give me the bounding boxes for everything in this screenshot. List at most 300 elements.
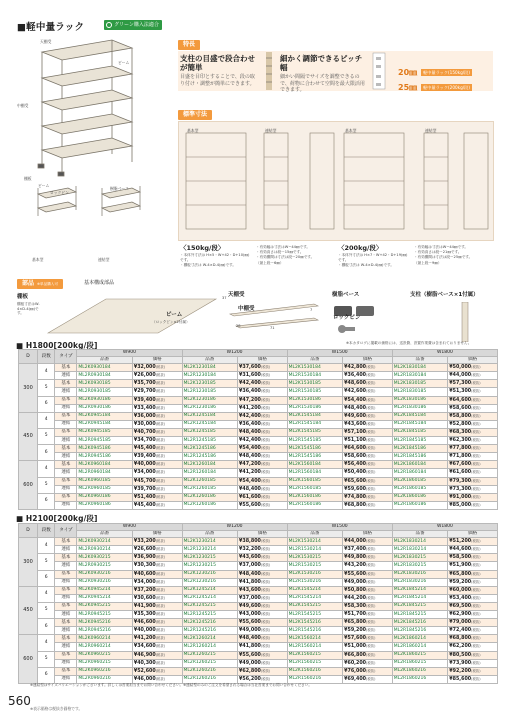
label-beam: ビーム [38, 183, 50, 188]
cell-price [448, 420, 498, 428]
cell-code: ML2K1230216 [182, 570, 237, 578]
price-value: ¥52,800 [449, 421, 472, 427]
cell-price [343, 594, 393, 602]
price-value: ¥37,600 [239, 365, 261, 371]
price-value: ¥51,100 [344, 438, 366, 444]
price-value: ¥56,200 [239, 676, 261, 682]
price-value: ¥41,900 [133, 603, 156, 609]
price-value: ¥33,400 [133, 405, 156, 411]
cell-code: ML2R1830216 [392, 578, 447, 586]
cell-code: ML2R0960184 [77, 469, 132, 477]
cell-count: 5 [37, 380, 55, 396]
price-value: ¥44,000 [344, 539, 366, 545]
price-tax: (税抜) [366, 365, 376, 370]
header-width: W900 [77, 524, 182, 531]
cell-code: ML2K1230215 [182, 554, 237, 562]
cell-code: ML2K1845216 [392, 619, 447, 627]
table2-note: ※連結型はサイズバリエーションがございます。詳しくは営業担当までお問い合わせください。※連結型のみのご注文を希望される場合は当社営業までお問い合わせください。 [30, 683, 312, 687]
cell-code: ML2R1230215 [182, 562, 237, 570]
feature-2: 細かく調節できるピッチ幅 細かい間隔でサイズを調整できるので、荷物に合わせて空間を最大限活用できます。 [280, 54, 365, 93]
header-width: W1200 [182, 350, 287, 357]
cell-code: ML2K0930216 [77, 570, 132, 578]
dim-label-1: 基本型 [187, 128, 199, 133]
header-price: 価格 [343, 531, 393, 538]
price-tax: (税抜) [260, 612, 271, 617]
cell-type: 連結 [55, 388, 77, 396]
price-tax: (税抜) [155, 454, 166, 459]
cell-code: ML2R1260186 [182, 501, 237, 509]
cell-price [448, 388, 498, 396]
cell-code: ML2R1830214 [392, 546, 447, 554]
price-tax: (税抜) [366, 494, 376, 499]
cell-type: 基本 [55, 619, 77, 627]
table-row [19, 493, 498, 501]
table-row [19, 538, 498, 546]
header-price: 価格 [132, 357, 182, 364]
cell-price [343, 643, 393, 651]
cell-price [343, 453, 393, 461]
price-value: ¥48,400 [239, 636, 261, 642]
spec-150-notes: ・有効幅は寸法はW−44㎜です。 ・有効高さは段ー15㎜です。 ・有効棚間は寸法は段ー20㎜です。 （最上段ー6㎜） [256, 245, 315, 265]
cell-code: ML2R1230186 [182, 404, 237, 412]
price-value: ¥77,800 [449, 446, 472, 452]
price-value: ¥48,400 [239, 429, 261, 435]
cell-code: ML2K0930186 [77, 396, 132, 404]
cell-price [132, 578, 182, 586]
pitch-20: 20㎜ [398, 68, 418, 77]
price-value: ¥42,400 [239, 438, 261, 444]
cell-price [448, 627, 498, 635]
cell-code: ML2K1260186 [182, 493, 237, 501]
cell-code: ML2K1830214 [392, 538, 447, 546]
price-value: ¥72,400 [449, 628, 472, 634]
parts-tab: 部品 ※単品購入可 [17, 279, 63, 289]
table-row [19, 445, 498, 453]
price-tax: (税抜) [155, 381, 166, 386]
cell-type: 連結 [55, 485, 77, 493]
cell-type: 基本 [55, 380, 77, 388]
cell-price [238, 380, 288, 388]
price-value: ¥49,000 [239, 660, 261, 666]
cell-price [448, 611, 498, 619]
header-count: 段数 [37, 524, 55, 538]
cell-price [343, 477, 393, 485]
cell-price [448, 578, 498, 586]
cell-price [238, 453, 288, 461]
price-tax: (税抜) [471, 660, 481, 665]
price-tax: (税抜) [471, 636, 481, 641]
cell-code: ML2K1230185 [182, 380, 237, 388]
cell-price [343, 469, 393, 477]
price-value: ¥64,600 [449, 397, 472, 403]
cell-count: 4 [37, 412, 55, 428]
cell-type: 基本 [55, 602, 77, 610]
cell-type: 連結 [55, 469, 77, 477]
cell-type: 基本 [55, 570, 77, 578]
cell-code: ML2R1245184 [182, 420, 237, 428]
price-value: ¥45,700 [133, 478, 156, 484]
price-tax: (税抜) [155, 660, 166, 665]
cell-depth: 300 [19, 538, 38, 587]
price-value: ¥85,600 [449, 676, 472, 682]
cell-price [448, 667, 498, 675]
dim-37: 37 [222, 296, 227, 300]
price-value: ¥76,000 [344, 668, 366, 674]
table-row [19, 619, 498, 627]
cell-price [238, 404, 288, 412]
cell-code: ML2K1530216 [287, 570, 342, 578]
price-tax: (税抜) [366, 563, 376, 568]
cell-code: ML2R1530216 [287, 578, 342, 586]
cell-price [132, 627, 182, 635]
cell-code: ML2R1545185 [287, 437, 342, 445]
cell-code: ML2R1545216 [287, 627, 342, 635]
cell-price [132, 380, 182, 388]
price-tax: (税抜) [155, 547, 166, 552]
price-value: ¥62,300 [449, 438, 472, 444]
cell-price [343, 659, 393, 667]
cell-price [343, 586, 393, 594]
price-value: ¥49,600 [239, 603, 261, 609]
price-value: ¥50,400 [344, 470, 366, 476]
table-row [19, 453, 498, 461]
cell-code: ML2R0930214 [77, 546, 132, 554]
cell-type: 基本 [55, 651, 77, 659]
cell-price [238, 461, 288, 469]
price-tax: (税抜) [366, 446, 376, 451]
cell-price [238, 396, 288, 404]
price-tax: (税抜) [260, 413, 271, 418]
price-tax: (税抜) [366, 595, 376, 600]
cell-price [343, 396, 393, 404]
cell-code: ML2K1260184 [182, 461, 237, 469]
price-value: ¥42,800 [344, 365, 366, 371]
price-tax: (税抜) [366, 405, 376, 410]
table-row [19, 396, 498, 404]
part-shelf-note: 棚板寸法はW-4×D-4(㎜)です。 [17, 302, 40, 316]
price-value: ¥40,000 [133, 462, 156, 468]
cell-count: 5 [37, 554, 55, 570]
price-value: ¥65,800 [449, 571, 472, 577]
cell-code: ML2K0930185 [77, 380, 132, 388]
price-value: ¥33,200 [133, 539, 156, 545]
header-code: 品番 [182, 357, 237, 364]
price-value: ¥58,600 [449, 405, 472, 411]
price-tax: (税抜) [155, 652, 166, 657]
cell-code: ML2R0960215 [77, 659, 132, 667]
price-value: ¥62,900 [449, 612, 472, 618]
cell-depth: 600 [19, 635, 38, 684]
cell-price [238, 667, 288, 675]
price-value: ¥51,700 [344, 612, 366, 618]
cell-price [132, 570, 182, 578]
cell-price [343, 437, 393, 445]
cell-price [238, 428, 288, 436]
table-row [19, 428, 498, 436]
price-tax: (税抜) [366, 478, 376, 483]
cell-code: ML2K1230186 [182, 396, 237, 404]
header-code: 品番 [392, 531, 447, 538]
cell-code: ML2K1830185 [392, 380, 447, 388]
header-width: W900 [77, 350, 182, 357]
cell-count: 4 [37, 538, 55, 554]
price-value: ¥34,700 [133, 438, 156, 444]
cell-code: ML2R1260215 [182, 659, 237, 667]
price-tax: (税抜) [260, 470, 271, 475]
cell-price [132, 485, 182, 493]
dimensions-tab: 標準寸法 [178, 110, 212, 120]
price-tax: (税抜) [260, 539, 271, 544]
price-value: ¥41,800 [239, 644, 261, 650]
cell-price [238, 602, 288, 610]
cell-price [238, 635, 288, 643]
lock-pin-image [336, 322, 358, 336]
price-value: ¥68,800 [344, 502, 366, 508]
cell-code: ML2K1860185 [392, 477, 447, 485]
cell-price [132, 554, 182, 562]
header-d: D [19, 524, 38, 538]
table-header-row [19, 350, 498, 357]
cell-count: 6 [37, 445, 55, 461]
pitch-20-label: 軽中量ラック(150kg/段) [423, 70, 470, 75]
header-type: タイプ [55, 524, 77, 538]
table-subheader-row [19, 357, 498, 364]
cell-price [343, 485, 393, 493]
green-purchase-badge: グリーン購入法適合 [104, 20, 162, 30]
cell-price [343, 380, 393, 388]
price-value: ¥51,400 [133, 494, 156, 500]
cell-code: ML2K1260185 [182, 477, 237, 485]
price-value: ¥55,600 [344, 571, 366, 577]
cell-price [238, 611, 288, 619]
price-value: ¥61,600 [239, 494, 261, 500]
dim-7: 7 [310, 308, 313, 312]
cell-code: ML2R0945216 [77, 627, 132, 635]
price-value: ¥49,000 [239, 628, 261, 634]
label-resin-base: 樹脂ベース [110, 186, 129, 191]
price-tax: (税抜) [260, 389, 271, 394]
cell-price [132, 546, 182, 554]
cell-code: ML2R1845214 [392, 594, 447, 602]
price-value: ¥26,000 [133, 373, 156, 379]
header-price: 価格 [448, 357, 498, 364]
price-value: ¥58,600 [344, 454, 366, 460]
price-value: ¥79,300 [449, 478, 472, 484]
label-beam-2: ビーム [118, 60, 130, 65]
price-value: ¥32,200 [239, 547, 261, 553]
price-value: ¥43,000 [239, 612, 261, 618]
table-row [19, 554, 498, 562]
price-tax: (税抜) [471, 478, 481, 483]
price-tax: (税抜) [366, 413, 376, 418]
price-value: ¥44,600 [449, 547, 472, 553]
feature-1: 支柱の目盛で段合わせが簡単 目盛を目印とすることで、段の取り付け・調整が簡単にできます。 [180, 54, 255, 87]
price-value: ¥60,000 [449, 587, 472, 593]
cell-code: ML2K0960216 [77, 667, 132, 675]
price-tax: (税抜) [471, 486, 481, 491]
cell-price [343, 428, 393, 436]
price-value: ¥62,800 [239, 668, 261, 674]
cell-code: ML2R1560214 [287, 643, 342, 651]
price-value: ¥57,100 [344, 429, 366, 435]
price-tax: (税抜) [260, 438, 271, 443]
cell-price [132, 501, 182, 509]
price-tax: (税抜) [471, 595, 481, 600]
price-value: ¥29,700 [133, 389, 156, 395]
shelf-board-image [44, 295, 220, 337]
price-value: ¥68,300 [449, 429, 472, 435]
cell-type: 連結 [55, 404, 77, 412]
price-value: ¥51,900 [449, 563, 472, 569]
table-row [19, 461, 498, 469]
cell-depth: 450 [19, 412, 38, 461]
features-tab: 特長 [178, 40, 200, 50]
price-tax: (税抜) [155, 579, 166, 584]
price-value: ¥36,400 [239, 421, 261, 427]
price-value: ¥43,200 [344, 563, 366, 569]
price-tax: (税抜) [366, 652, 376, 657]
price-value: ¥71,800 [449, 454, 472, 460]
cell-price [448, 501, 498, 509]
cell-code: ML2R1245215 [182, 611, 237, 619]
part-resin-base: 樹脂ベース [332, 292, 360, 298]
label-linked-type: 連結型 [98, 257, 110, 262]
table-header-row [19, 524, 498, 531]
price-value: ¥38,800 [239, 539, 261, 545]
cell-code: ML2K1845214 [392, 586, 447, 594]
price-tax: (税抜) [260, 373, 271, 378]
table2-title: ■ H2100[200kg/段] [16, 514, 98, 523]
price-tax: (税抜) [366, 668, 376, 673]
cell-count: 4 [37, 635, 55, 651]
price-tax: (税抜) [366, 389, 376, 394]
header-price: 価格 [238, 531, 288, 538]
cell-price [238, 554, 288, 562]
cell-price [132, 461, 182, 469]
header-width: W1200 [182, 524, 287, 531]
cell-code: ML2R1830184 [392, 372, 447, 380]
price-tax: (税抜) [260, 595, 271, 600]
cell-type: 基本 [55, 493, 77, 501]
price-tax: (税抜) [155, 486, 166, 491]
cell-type: 基本 [55, 412, 77, 420]
cell-price [238, 538, 288, 546]
price-value: ¥35,700 [133, 381, 156, 387]
table-row [19, 412, 498, 420]
header-width: W1500 [287, 350, 392, 357]
price-value: ¥55,600 [239, 620, 261, 626]
header-count: 段数 [37, 350, 55, 364]
cell-code: ML2K0945186 [77, 445, 132, 453]
price-tax: (税抜) [366, 571, 376, 576]
cell-code: ML2K1860214 [392, 635, 447, 643]
price-tax: (税抜) [366, 539, 376, 544]
price-tax: (税抜) [260, 571, 271, 576]
header-width: W1800 [392, 524, 497, 531]
cell-price [132, 586, 182, 594]
dimension-diagram [182, 125, 492, 237]
cell-price [132, 388, 182, 396]
price-tax: (税抜) [155, 438, 166, 443]
cell-type: 基本 [55, 461, 77, 469]
cell-price [238, 485, 288, 493]
header-width: W1800 [392, 350, 497, 357]
cell-price [238, 437, 288, 445]
cell-code: ML2R1845184 [392, 420, 447, 428]
cell-code: ML2R1245214 [182, 594, 237, 602]
price-value: ¥59,200 [449, 579, 472, 585]
price-tax: (税抜) [366, 547, 376, 552]
cell-price [448, 372, 498, 380]
table-row [19, 578, 498, 586]
cell-price [343, 570, 393, 578]
cell-price [343, 651, 393, 659]
price-tax: (税抜) [155, 446, 166, 451]
cell-price [132, 667, 182, 675]
header-code: 品番 [77, 531, 132, 538]
price-value: ¥36,900 [133, 555, 156, 561]
price-tax: (税抜) [155, 373, 166, 378]
price-tax: (税抜) [471, 405, 481, 410]
price-value: ¥67,600 [449, 462, 472, 468]
price-tax: (税抜) [260, 462, 271, 467]
cell-code: ML2K1245214 [182, 586, 237, 594]
price-value: ¥40,300 [133, 660, 156, 666]
cell-code: ML2K1545214 [287, 586, 342, 594]
part-shelf: 棚板 [17, 294, 29, 300]
cell-price [132, 635, 182, 643]
cell-code: ML2R1530184 [287, 372, 342, 380]
table-row [19, 562, 498, 570]
price-value: ¥36,400 [239, 389, 261, 395]
price-value: ¥48,400 [239, 486, 261, 492]
price-tax: (税抜) [260, 502, 271, 507]
price-tax: (税抜) [471, 373, 481, 378]
table-row [19, 643, 498, 651]
header-price: 価格 [343, 357, 393, 364]
price-tax: (税抜) [471, 652, 481, 657]
cell-code: ML2R0960216 [77, 675, 132, 683]
price-tax: (税抜) [155, 555, 166, 560]
price-value: ¥58,500 [449, 555, 472, 561]
cell-code: ML2K1230184 [182, 364, 237, 372]
price-value: ¥34,000 [133, 579, 156, 585]
price-tax: (税抜) [260, 563, 271, 568]
cell-price [343, 611, 393, 619]
price-tax: (税抜) [366, 644, 376, 649]
cell-code: ML2R1530214 [287, 546, 342, 554]
price-tax: (税抜) [471, 587, 481, 592]
cell-code: ML2K1530214 [287, 538, 342, 546]
cell-price [448, 562, 498, 570]
table-row [19, 570, 498, 578]
cell-price [132, 420, 182, 428]
price-value: ¥37,000 [239, 563, 261, 569]
price-tax: (税抜) [155, 571, 166, 576]
price-tax: (税抜) [366, 620, 376, 625]
cell-code: ML2R1545214 [287, 594, 342, 602]
parts-title: 基本構成部品 [84, 280, 115, 286]
header-code: 品番 [182, 531, 237, 538]
part-post: 支柱（樹脂ベース×1付属） [410, 292, 479, 298]
price-value: ¥54,400 [239, 478, 261, 484]
cell-price [238, 501, 288, 509]
price-value: ¥73,300 [449, 486, 472, 492]
price-tax: (税抜) [366, 603, 376, 608]
header-type: タイプ [55, 350, 77, 364]
price-tax: (税抜) [155, 644, 166, 649]
price-value: ¥73,900 [449, 660, 472, 666]
